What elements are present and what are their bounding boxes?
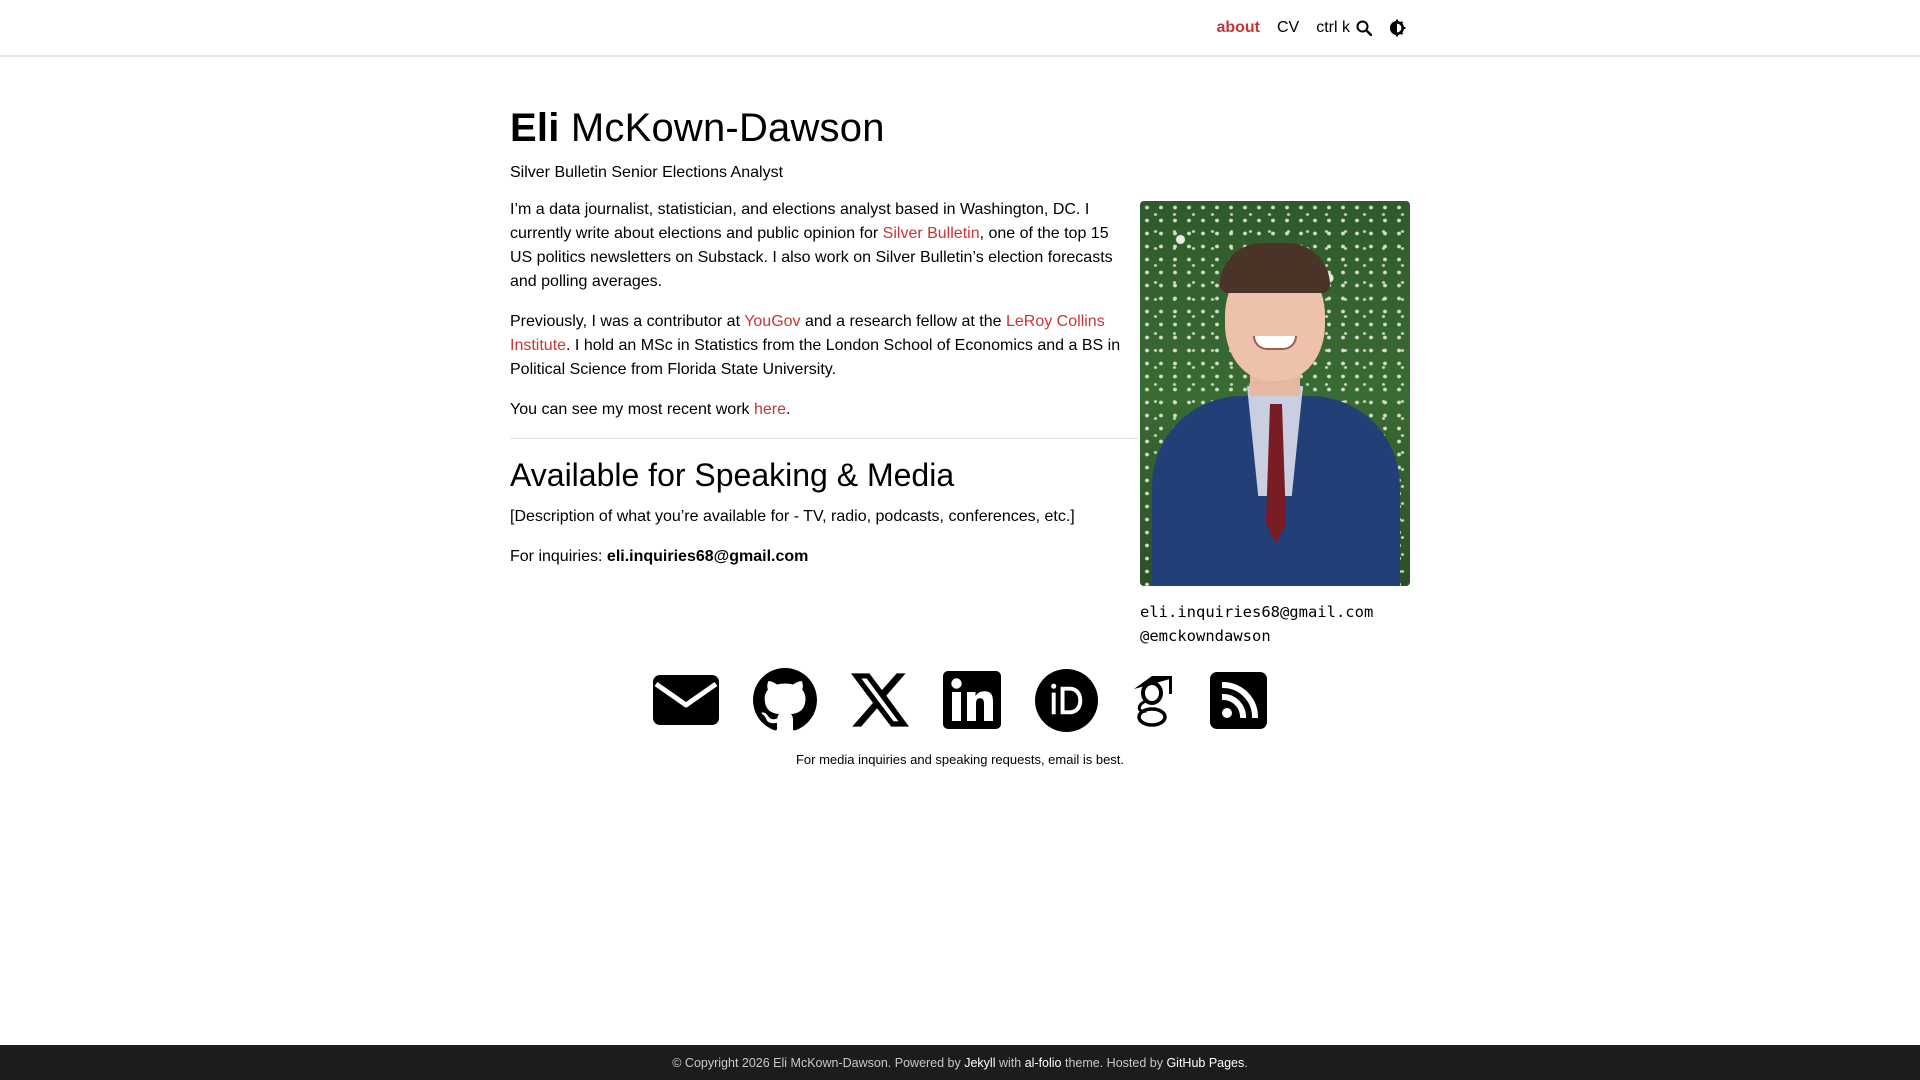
profile-photo [1140,201,1410,586]
text: You can see my most recent work [510,401,754,418]
silver-bulletin-link[interactable]: Silver Bulletin [882,225,980,242]
email-link[interactable] [653,675,719,725]
about-paragraph-2 [510,310,1135,382]
profile-handle: @emckowndawson [1140,627,1271,645]
theme-toggle-icon [1388,19,1406,37]
x-link[interactable] [851,673,909,727]
text: and a research fellow at the [800,313,1006,330]
section-divider [510,438,1138,439]
rss-link[interactable] [1210,672,1267,729]
text: © Copyright 2026 Eli McKown-Dawson. Powered by [672,1055,965,1070]
inquiries-label: For inquiries: [510,548,607,565]
inquiries-email: eli.inquiries68@gmail.com [606,548,809,565]
linkedin-link[interactable] [943,671,1001,729]
leroy-collins-institute-link[interactable]: LeRoy Collins Institute [510,313,1105,354]
text: with [995,1055,1025,1070]
search-icon [1356,20,1372,36]
contact-note: For media inquiries and speaking requests, email is best. [795,752,1125,767]
search-shortcut-label: ctrl k [1316,18,1350,36]
google-scholar-link[interactable] [1132,673,1176,727]
speaking-heading: Available for Speaking & Media [510,457,955,493]
text: . [786,401,791,418]
search-button[interactable] [1316,19,1372,37]
profile-contact [1140,600,1410,648]
al-folio-link[interactable]: al-folio [1024,1055,1062,1070]
profile-card [1140,201,1410,648]
nav-item-about[interactable]: about [1216,18,1260,36]
about-text [510,198,1135,585]
social-links [0,668,1920,732]
first-name: Eli [510,106,560,150]
text: . [1244,1055,1248,1070]
github-icon [753,668,817,732]
recent-work-link[interactable]: here [753,401,786,418]
text: Previously, I was a contributor at [510,313,745,330]
envelope-icon [653,675,719,725]
github-pages-link[interactable]: GitHub Pages [1166,1055,1245,1070]
x-twitter-icon [851,673,909,727]
footer [0,1045,1920,1080]
github-link[interactable] [753,668,817,732]
nav-menu [1216,0,1406,55]
page-subtitle: Silver Bulletin Senior Elections Analyst [510,164,784,181]
profile-email: eli.inquiries68@gmail.com [1140,603,1374,621]
about-paragraph-1 [510,198,1135,294]
rss-icon [1210,672,1267,729]
about-paragraph-3 [510,398,1135,422]
yougov-link[interactable]: YouGov [744,313,801,330]
main-content [510,100,1410,645]
text: I’m a data journalist, statistician, and elections analyst based in Washington, DC. I currently write about elections and public opinion for [510,201,1090,242]
speaking-description: [Description of what you’re available for - TV, radio, podcasts, conferences, etc.] [510,508,1075,525]
orcid-icon [1035,669,1098,732]
google-scholar-icon [1132,673,1176,727]
footer-text [672,1056,1248,1070]
linkedin-icon [943,671,1001,729]
navbar [0,0,1920,57]
text: . I hold an MSc in Statistics from the London School of Economics and a BS in Political Science from Florida State University. [510,337,1121,378]
orcid-link[interactable] [1035,669,1098,732]
nav-item-cv[interactable]: CV [1276,18,1300,36]
page-title [510,100,1410,156]
text: , one of the top 15 US politics newsletters on Substack. I also work on Silver Bulletin’s election forecasts and polling averages. [510,225,1113,290]
theme-toggle-button[interactable] [1388,19,1406,37]
text: theme. Hosted by [1061,1055,1167,1070]
inquiries-line [510,545,1135,569]
last-name: McKown-Dawson [570,106,885,150]
jekyll-link[interactable]: Jekyll [964,1055,996,1070]
